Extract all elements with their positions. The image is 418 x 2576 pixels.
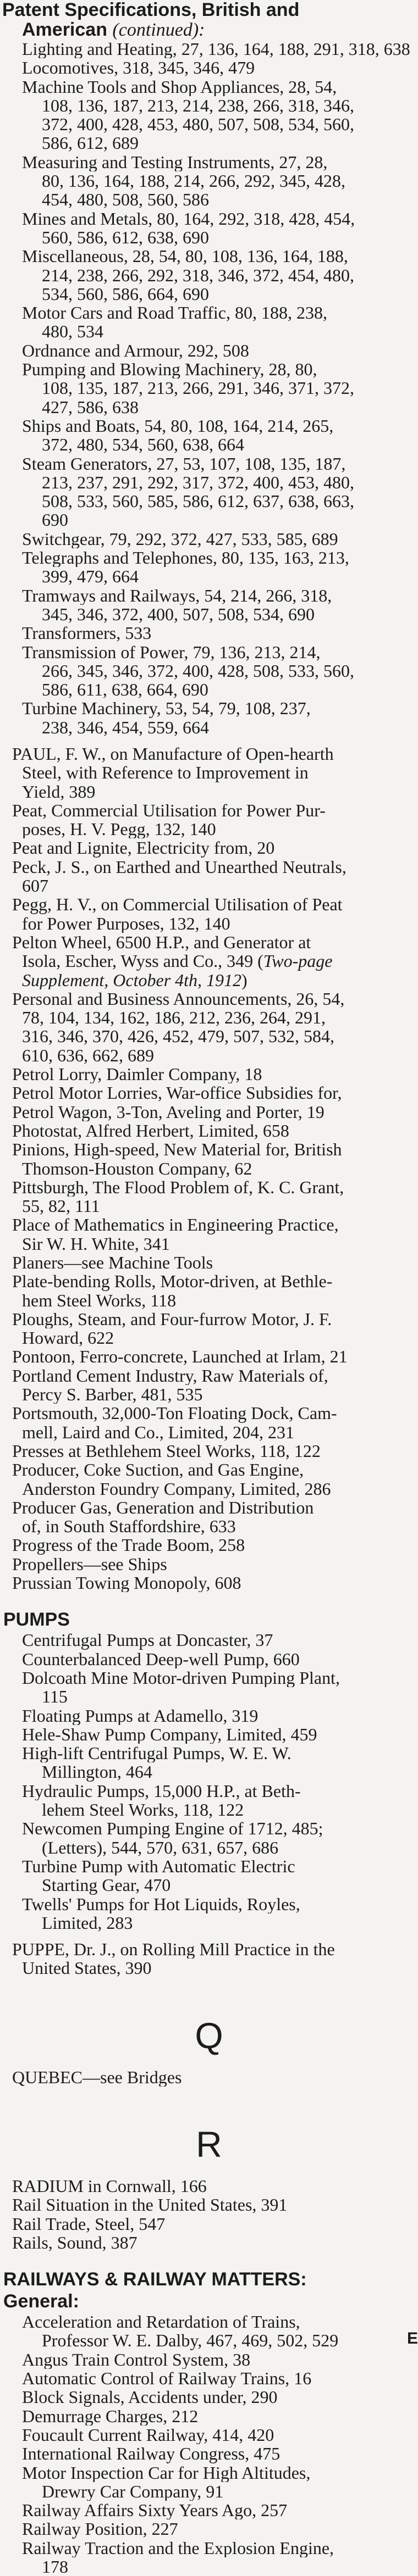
index-entry-line: Isola, Escher, Wyss and Co., 349 (Two-page [22,952,333,971]
pumps-entry-line: Millington, 464 [42,1762,152,1782]
index-entry-line: Photostat, Alfred Herbert, Limited, 658 [12,1121,289,1140]
index-entry-line: hem Steel Works, 118 [22,1290,177,1310]
railways-entry-line: Drewry Car Company, 91 [42,2482,224,2501]
patent-entry-line: 80, 136, 164, 188, 214, 266, 292, 345, 428, [42,171,345,191]
index-entry-line: Sir W. H. White, 341 [22,1234,170,1253]
index-entry-line: Supplement, October 4th, 1912) [22,970,248,989]
patent-continued: (continued): [112,20,205,40]
index-entry-line: Producer Gas, Generation and Distribution [12,1498,314,1517]
patent-entry-line: Switchgear, 79, 292, 372, 427, 533, 585, 689 [22,529,338,549]
index-entry-line: Portland Cement Industry, Raw Materials of, [12,1366,328,1386]
railways-entry-line: Acceleration and Retardation of Trains, [22,2312,300,2332]
railways-entry-line: Angus Train Control System, 38 [22,2350,251,2369]
index-entry-line: of, in South Staffordshire, 633 [22,1517,236,1536]
puppe-entries [2,1940,414,1978]
patent-title: Patent Specifications, British and [2,0,300,20]
patent-entry-line: 372, 480, 534, 560, 638, 664 [42,435,244,454]
patent-entry-line: 454, 480, 508, 560, 586 [42,190,209,209]
page-edge-mark: E [406,2329,418,2347]
pumps-entry-line: Twells' Pumps for Hot Liquids, Royles, [22,1894,300,1913]
patent-entry-line: 690 [42,510,68,530]
patent-entry-line: 345, 346, 372, 400, 507, 508, 534, 690 [42,604,315,624]
patent-entry-line: Machine Tools and Shop Appliances, 28, 54, [22,77,337,96]
pumps-entry-line: Starting Gear, 470 [42,1876,171,1895]
pumps-heading: PUMPS [3,1609,70,1631]
p-entries [2,744,414,1592]
pumps-entry-line: Turbine Pump with Automatic Electric [22,1856,295,1876]
index-entry-line: Plate-bending Rolls, Motor-driven, at Bethle- [12,1272,333,1291]
patent-entry-line: 508, 533, 560, 585, 586, 612, 637, 638, 663, [42,492,354,511]
pumps-entry-line: High-lift Centrifugal Pumps, W. E. W. [22,1744,292,1763]
index-entry-line: Pontoon, Ferro-concrete, Launched at Irlam, 21 [12,1347,348,1366]
patent-entry-line: Tramways and Railways, 54, 214, 266, 318, [22,586,332,605]
pumps-entry-line: Newcomen Pumping Engine of 1712, 485; [22,1819,323,1838]
index-entry-line: Thomson-Houston Company, 62 [22,1159,252,1178]
r-entry-line: Rails, Sound, 387 [12,2233,138,2252]
railways-entry-line: Block Signals, Accidents under, 290 [22,2388,278,2407]
pumps-entry-line: Centrifugal Pumps at Doncaster, 37 [22,1631,273,1650]
patent-entry-line: Steam Generators, 27, 53, 107, 108, 135, 187, [22,454,346,473]
railways-entry-line: Professor W. E. Dalby, 467, 469, 502, 529 [42,2331,339,2350]
patent-entry-line: 534, 560, 586, 664, 690 [42,284,209,304]
railways-entry-line: 178 [42,2557,68,2576]
patent-entry-line: Locomotives, 318, 345, 346, 479 [22,58,255,77]
index-entry-line: Percy S. Barber, 481, 535 [22,1385,203,1404]
patent-entry-line: 399, 479, 664 [42,567,139,586]
index-entry-line: Howard, 622 [22,1328,114,1348]
index-entry-line: 316, 346, 370, 426, 452, 479, 507, 532, 584, [22,1027,334,1046]
patent-entry-line: Transformers, 533 [22,624,152,643]
patent-entry-line: 214, 238, 266, 292, 318, 346, 372, 454, 480, [42,265,354,285]
index-entry-line: PUPPE, Dr. J., on Rolling Mill Practice in the [12,1940,335,1959]
index-entry-line: Presses at Bethlehem Steel Works, 118, 122 [12,1441,321,1461]
index-entry-line: PAUL, F. W., on Manufacture of Open-hearth [12,744,334,764]
index-entry-line: Anderston Foundry Company, Limited, 286 [22,1479,331,1498]
patent-entry-line: Motor Cars and Road Traffic, 80, 188, 238, [22,303,327,322]
index-entry-line: Peat and Lignite, Electricity from, 20 [12,838,275,858]
index-entry-line: United States, 390 [22,1959,152,1978]
pumps-entries [2,1631,414,1932]
index-entry-line: Pelton Wheel, 6500 H.P., and Generator at [12,932,311,952]
patent-entry-line: 108, 135, 187, 213, 266, 291, 346, 371, 372, [42,379,354,398]
patent-entry-line: Lighting and Heating, 27, 136, 164, 188, 291, 318, 638 [22,40,410,59]
index-entry-line: Place of Mathematics in Engineering Practice, [12,1215,339,1234]
patent-entry-line: Telegraphs and Telephones, 80, 135, 163, 213, [22,548,349,568]
index-column [2,0,414,2576]
index-entry-line: Pittsburgh, The Flood Problem of, K. C. Grant, [12,1177,344,1197]
railways-entry-line: Motor Inspection Car for High Altitudes, [22,2463,311,2482]
index-entry-line: Ploughs, Steam, and Four-furrow Motor, J. F. [12,1309,332,1329]
index-entry-line: 607 [22,876,48,895]
section-letter-q: Q [195,2015,223,2056]
index-entry-line: Petrol Lorry, Daimler Company, 18 [12,1065,262,1084]
index-entry-line: Petrol Wagon, 3-Ton, Aveling and Porter, 19 [12,1102,324,1121]
railways-entry-line: Railway Affairs Sixty Years Ago, 257 [22,2501,288,2520]
index-entry-line: Pinions, High-speed, New Material for, British [12,1140,342,1159]
pumps-entry-line: Counterbalanced Deep-well Pump, 660 [22,1649,300,1668]
index-entry-line: 55, 82, 111 [22,1197,100,1216]
pumps-entry-line: Floating Pumps at Adamello, 319 [22,1706,258,1725]
railways-entry-line: Automatic Control of Railway Trains, 16 [22,2369,312,2388]
pumps-entry-line: Hele-Shaw Pump Company, Limited, 459 [22,1724,317,1744]
patent-entry-line: 372, 400, 428, 453, 480, 507, 508, 534, 560, [42,115,354,134]
patent-entry-line: Mines and Metals, 80, 164, 292, 318, 428, 454, [22,209,355,228]
index-entry-line: mell, Laird and Co., Limited, 204, 231 [22,1422,295,1442]
patent-entry-line: 586, 612, 689 [42,133,139,153]
patent-entry-line: 586, 611, 638, 664, 690 [42,680,208,699]
patent-entry-line: Measuring and Testing Instruments, 27, 28, [22,152,328,172]
railways-entry-line: Railway Position, 227 [22,2519,178,2539]
index-entry-line: Petrol Motor Lorries, War-office Subsidies for, [12,1083,342,1103]
patent-entry-line: Miscellaneous, 28, 54, 80, 108, 136, 164, 188, [22,247,348,266]
pumps-entry-line: Limited, 283 [42,1913,133,1933]
r-entry-line: RADIUM in Cornwall, 166 [12,2176,207,2196]
patent-entry-line: 427, 586, 638 [42,397,139,416]
section-letter-r: R [196,2123,222,2165]
railways-entry-line: International Railway Congress, 475 [22,2444,280,2463]
index-entry-line: Yield, 389 [22,782,96,801]
patent-entry-line: Transmission of Power, 79, 136, 213, 214, [22,642,321,661]
patent-entry-line: 480, 534 [42,322,103,341]
patent-entries [2,40,414,737]
railways-entries [2,2312,414,2576]
patent-entry-line: 266, 345, 346, 372, 400, 428, 508, 533, 560, [42,661,354,681]
index-entry-line: Peat, Commercial Utilisation for Power Pur- [12,800,326,820]
index-entry-line: Personal and Business Announcements, 26, 54, [12,989,345,1009]
patent-entry-line: 560, 586, 612, 638, 690 [42,227,209,247]
pumps-entry-line: Dolcoath Mine Motor-driven Pumping Plant, [22,1668,340,1688]
railways-heading: RAILWAYS & RAILWAY MATTERS: [3,2269,307,2290]
patent-entry-line: Turbine Machinery, 53, 54, 79, 108, 237, [22,699,311,718]
index-entry-line: Propellers—see Ships [12,1554,167,1574]
patent-title2: American [22,20,107,40]
index-entry-line: Steel, with Reference to Improvement in [22,763,309,782]
railways-entry-line: Demurrage Charges, 212 [22,2406,199,2425]
index-entry-line: Progress of the Trade Boom, 258 [12,1535,245,1555]
railways-entry-line: Railway Traction and the Explosion Engine, [22,2538,334,2558]
patent-entry-line: Pumping and Blowing Machinery, 28, 80, [22,360,317,379]
railways-entry-line: Foucault Current Railway, 414, 420 [22,2425,274,2445]
r-entries [2,2177,414,2252]
quebec-entry: QUEBEC—see Bridges [12,2067,182,2087]
index-entry-line: Planers—see Machine Tools [12,1253,213,1272]
patent-entry-line: 108, 136, 187, 213, 214, 238, 266, 318, 346, [42,96,354,115]
index-entry-line: poses, H. V. Pegg, 132, 140 [22,820,216,839]
patent-entry-line: Ordnance and Armour, 292, 508 [22,341,249,360]
patent-entry-line: 238, 346, 454, 559, 664 [42,717,209,737]
index-entry-line: for Power Purposes, 132, 140 [22,914,230,933]
r-entry-line: Rail Situation in the United States, 391 [12,2195,288,2215]
index-entry-line: 610, 636, 662, 689 [22,1045,154,1065]
pumps-entry-line: Hydraulic Pumps, 15,000 H.P., at Beth- [22,1781,301,1801]
index-entry-line: 78, 104, 134, 162, 186, 212, 236, 264, 291, [22,1008,326,1027]
index-entry-line: Prussian Towing Monopoly, 608 [12,1573,241,1593]
pumps-entry-line: lehem Steel Works, 118, 122 [42,1800,244,1820]
index-entry-line: Portsmouth, 32,000-Ton Floating Dock, Cam- [12,1404,337,1423]
patent-entry-line: Ships and Boats, 54, 80, 108, 164, 214, 265, [22,416,334,436]
index-entry-line: Pegg, H. V., on Commercial Utilisation of Peat [12,895,343,914]
pumps-entry-line: (Letters), 544, 570, 631, 657, 686 [42,1838,279,1857]
patent-heading-cont [2,20,414,40]
railways-subheading: General: [3,2291,79,2312]
index-entry-line: Producer, Coke Suction, and Gas Engine, [12,1460,304,1479]
patent-heading [2,0,414,20]
r-entry-line: Rail Trade, Steel, 547 [12,2214,166,2233]
index-entry-line: Peck, J. S., on Earthed and Unearthed Neutrals, [12,857,346,877]
pumps-entry-line: 115 [42,1687,68,1706]
patent-entry-line: 213, 237, 291, 292, 317, 372, 400, 453, 480, [42,472,354,492]
